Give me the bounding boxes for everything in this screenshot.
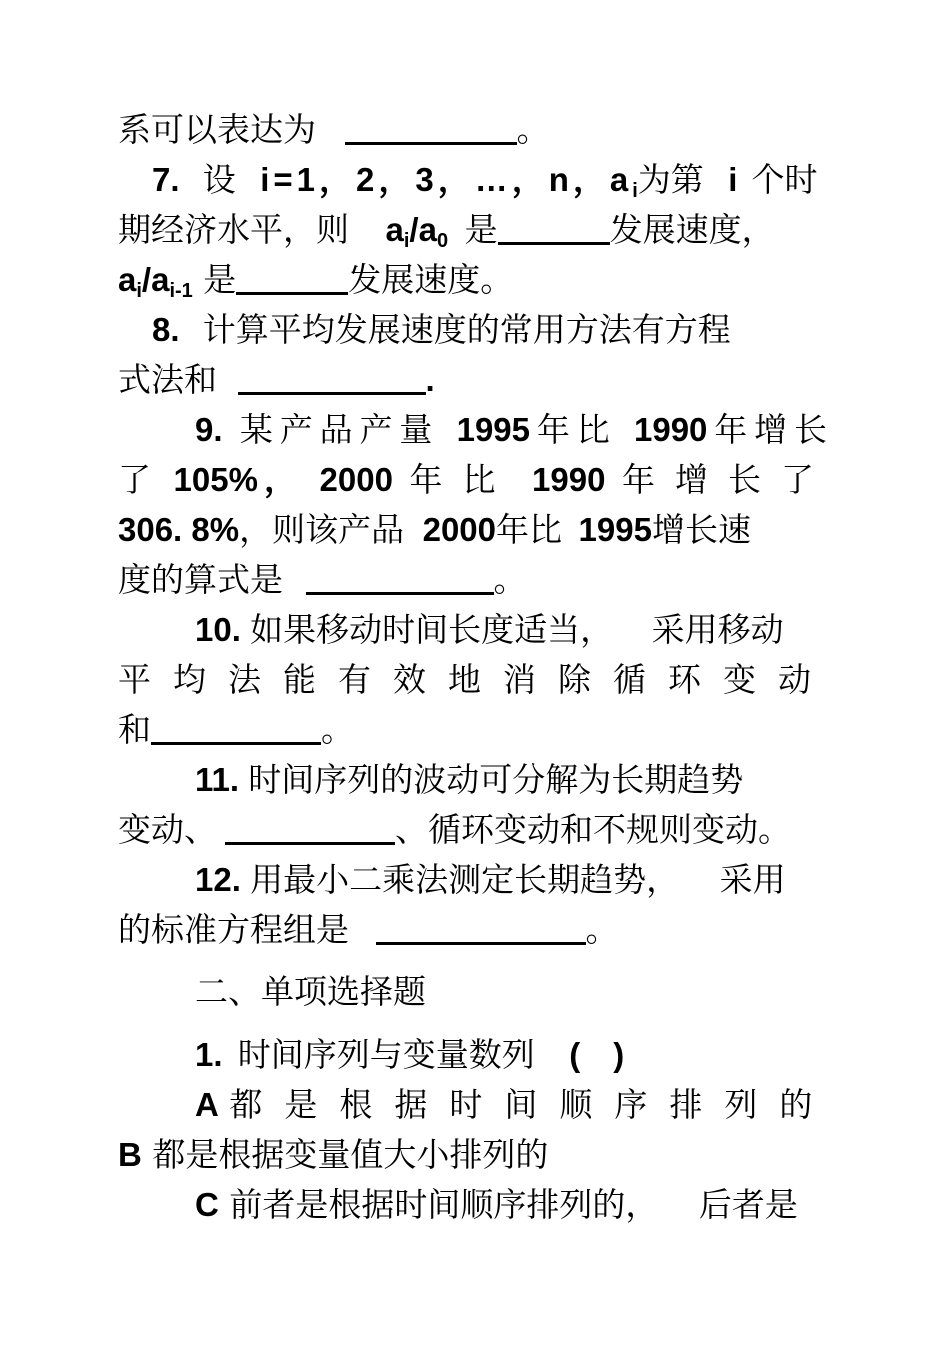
year: 2000 — [319, 461, 393, 498]
text: 是 — [464, 210, 498, 249]
question-9-line-2 — [118, 460, 828, 500]
question-number: 11 — [195, 761, 230, 798]
question-11-line-1: 11. 时间序列的波动可分解为长期趋势 — [195, 760, 744, 799]
text: /a — [141, 261, 170, 298]
question-10-line-2 — [118, 660, 828, 700]
text: 个时 — [751, 160, 818, 199]
text: i=1，2，3，…，n，a — [260, 161, 633, 198]
fill-blank — [236, 262, 348, 295]
text: 发展速度。 — [348, 260, 514, 299]
question-11-line-2 — [118, 810, 791, 850]
text: 是 — [203, 260, 237, 299]
percent: 105%， — [173, 461, 303, 498]
text: 的标准方程组是 — [118, 910, 349, 949]
text: 发展速度， — [609, 210, 775, 249]
text: 度的算式是 — [118, 560, 283, 599]
text: 采用移动 — [651, 610, 784, 649]
text: 采用 — [719, 860, 786, 899]
question-10-line-3 — [118, 710, 354, 750]
question-8-line-2 — [118, 360, 435, 400]
text: 年增长了 — [621, 460, 829, 499]
question-number: 10 — [195, 611, 232, 648]
question-9-line-4 — [118, 560, 527, 600]
text: a — [385, 211, 404, 248]
period: 。 — [321, 710, 354, 749]
option-text: 都是根据变量值大小排列的 — [152, 1135, 549, 1174]
subscript: 0 — [436, 230, 449, 252]
fill-blank — [225, 812, 395, 845]
text: 计算平均发展速度的常用方法有方程 — [202, 310, 731, 349]
option-label: B — [118, 1136, 142, 1173]
fill-blank — [306, 562, 494, 595]
fill-blank — [238, 362, 426, 395]
text: 年比 — [530, 410, 617, 449]
text: 期经济水平，则 — [118, 210, 349, 249]
text: 增长速 — [651, 510, 751, 549]
text: 如果移动时间长度适当， — [250, 610, 614, 649]
question-number: 12 — [195, 861, 232, 898]
option-c — [195, 1185, 798, 1225]
text: i — [728, 161, 738, 198]
text: ，则该产品 — [239, 510, 405, 549]
question-number: 1 — [195, 1036, 214, 1073]
period: 。 — [516, 110, 550, 149]
text: a — [118, 261, 137, 298]
heading: 二、单项选择题 — [195, 972, 426, 1011]
period: 。 — [493, 560, 527, 599]
question-12-line-1: 12. 用最小二乘法测定长期趋势， 采用 — [195, 860, 786, 899]
fill-blank — [151, 712, 321, 745]
year: 1995 — [578, 511, 652, 548]
text: 年比 — [409, 460, 516, 499]
text: 年增长 — [707, 410, 828, 449]
text: 和 — [118, 710, 151, 749]
question-number: 9 — [195, 411, 214, 448]
subscript: i — [136, 280, 142, 302]
text: 式法和 — [118, 360, 217, 399]
question-9-line-3 — [118, 510, 751, 550]
year: 2000 — [422, 511, 497, 548]
text: 用最小二乘法测定长期趋势， — [250, 860, 680, 899]
option-text: 都是根据时间顺序排列的 — [229, 1085, 835, 1124]
option-label: A — [195, 1086, 219, 1123]
year: 1990 — [633, 411, 708, 448]
text: 年比 — [496, 510, 563, 549]
subscript: i — [632, 180, 638, 202]
text: 系可以表达为 — [118, 110, 316, 149]
question-10-line-1: 10. 如果移动时间长度适当， 采用移动 — [195, 610, 784, 649]
question-7-line-1: 7. 设 i=1，2，3，…，n，$a_i$为第 i 个时 — [152, 160, 818, 202]
period: . — [425, 361, 435, 398]
text: 、循环变动和不规则变动。 — [395, 810, 791, 849]
year: 1995 — [456, 411, 531, 448]
text: 设 — [202, 160, 236, 199]
answer-paren: ( ) — [569, 1036, 625, 1073]
section-title — [195, 972, 426, 1012]
text: /a — [409, 211, 437, 248]
fill-blank — [498, 212, 610, 245]
text: 时间序列与变量数列 — [237, 1035, 535, 1074]
text: 平均法能有效地消除循环变动 — [118, 660, 828, 699]
text: 变动、 — [118, 810, 217, 849]
question-7-line-2 — [118, 210, 775, 250]
question-9-line-1: 9. 某产品产量 1995年比 1990年增长 — [195, 410, 828, 449]
text: 某产品产量 — [239, 410, 440, 449]
question-8-line-1: 8. 计算平均发展速度的常用方法有方程 — [152, 310, 731, 349]
question-number: 7 — [152, 161, 171, 198]
question-7-line-3 — [118, 260, 513, 300]
fill-blank — [345, 112, 517, 145]
subscript: i — [403, 230, 410, 252]
option-text: 前者是根据时间顺序排列的， — [229, 1185, 659, 1224]
text: 了 — [118, 460, 158, 499]
question-number: 8 — [152, 311, 171, 348]
question-12-line-2 — [118, 910, 619, 950]
text: 为第 — [637, 160, 704, 199]
year: 1990 — [532, 461, 606, 498]
option-b — [118, 1135, 548, 1175]
fill-blank — [376, 912, 586, 945]
choice-question-1: 1. 时间序列与变量数列 ( ) — [195, 1035, 625, 1074]
subscript: i-1 — [169, 280, 193, 302]
option-text: 后者是 — [698, 1185, 798, 1224]
percent: 306. 8% — [118, 511, 240, 548]
option-a — [195, 1085, 835, 1125]
option-label: C — [195, 1186, 219, 1223]
line-continuation — [118, 110, 550, 150]
text: 时间序列的波动可分解为长期趋势 — [248, 760, 744, 799]
period: 。 — [585, 910, 619, 949]
